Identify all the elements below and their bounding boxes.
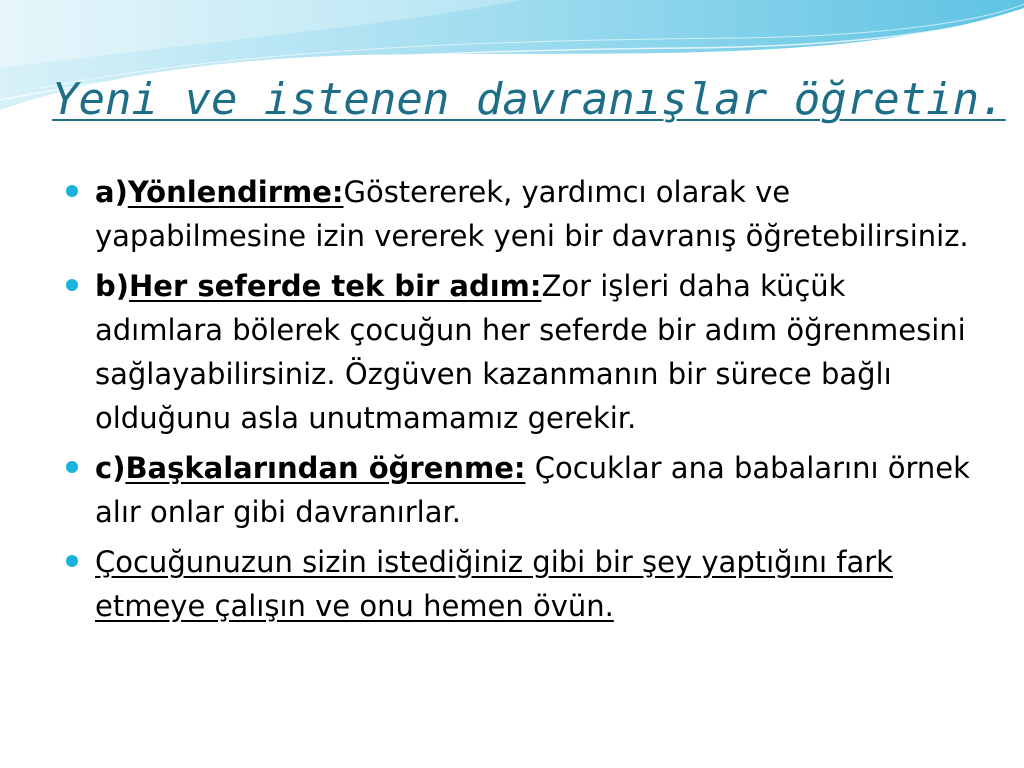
list-item xyxy=(66,540,976,628)
list-item xyxy=(66,264,976,440)
bullet-dot-icon xyxy=(66,279,78,291)
bullet-list xyxy=(66,170,976,634)
item-text: Göstererek, yardımcı olarak ve yapabilmesine izin vererek yeni bir davranış öğretebilirsiniz. xyxy=(95,175,969,253)
bullet-dot-icon xyxy=(66,555,78,567)
slide-title: Yeni ve istenen davranışlar öğretin. xyxy=(52,74,1006,125)
item-text: Çocuklar ana babalarını örnek alır onlar gibi davranırlar. xyxy=(95,451,970,529)
item-term: Her seferde tek bir adım: xyxy=(129,269,542,303)
item-label: c) xyxy=(95,451,126,485)
item-term: Başkalarından öğrenme: xyxy=(125,451,526,485)
item-label: a) xyxy=(95,175,128,209)
item-text: Zor işleri daha küçük adımlara bölerek çocuğun her seferde bir adım öğrenmesini sağlayabilirsiniz. Özgüven kazanmanın bir sürece bağlı olduğunu asla unutmamamız gerekir. xyxy=(95,269,966,435)
item-term: Yönlendirme: xyxy=(127,175,344,209)
bullet-dot-icon xyxy=(66,185,78,197)
list-item xyxy=(66,446,976,534)
item-label: b) xyxy=(95,269,130,303)
item-text: Çocuğunuzun sizin istediğiniz gibi bir şey yaptığını fark etmeye çalışın ve onu hemen övün. xyxy=(95,545,893,623)
bullet-dot-icon xyxy=(66,461,78,473)
list-item xyxy=(66,170,976,258)
